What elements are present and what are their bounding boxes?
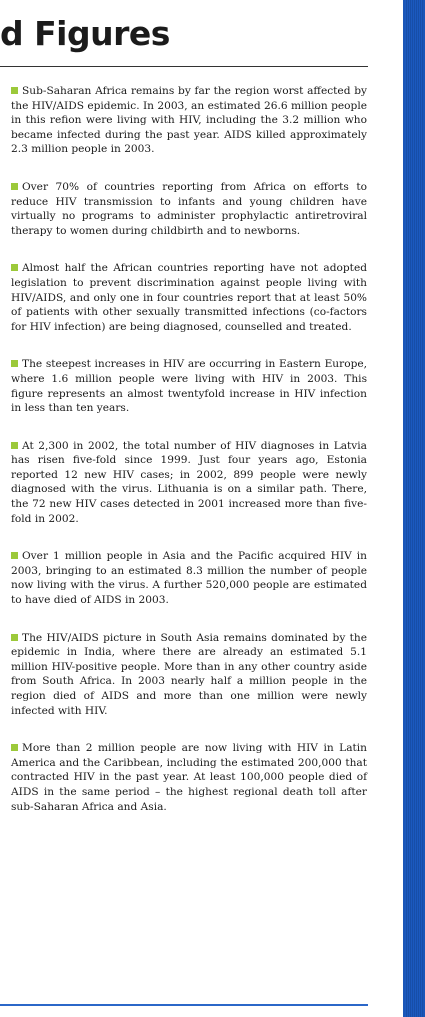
fact-item bbox=[11, 631, 367, 719]
square-bullet-icon bbox=[11, 360, 18, 367]
fact-text: The steepest increases in HIV are occurring in Eastern Europe, where 1.6 million people were living with HIV in 2003. This figure represents an almost twentyfold increase in HIV infection in less than ten years. bbox=[11, 358, 367, 415]
fact-item bbox=[11, 357, 367, 415]
fact-text: The HIV/AIDS picture in South Asia remains dominated by the epidemic in India, where there are already an estimated 5.1 million HIV-positive people. More than in any other country aside from South Africa. In 2003 nearly half a million people in the region died of AIDS and more than one million were newly infected with HIV. bbox=[11, 631, 367, 717]
square-bullet-icon bbox=[11, 87, 18, 94]
fact-text: Sub-Saharan Africa remains by far the region worst affected by the HIV/AIDS epidemic. In 2003, an estimated 26.6 million people in this refion were living with HIV, including the 3.2 million who became infected during the past year. AIDS killed approximately 2.3 million people in 2003. bbox=[11, 85, 367, 156]
fact-item bbox=[11, 261, 367, 334]
fact-text: At 2,300 in 2002, the total number of HIV diagnoses in Latvia has risen five-fold since 1999. Just four years ago, Estonia reported 12 new HIV cases; in 2002, 899 people were newly diagnosed with the virus. Lithuania is on a similar path. There, the 72 new HIV cases detected in 2001 increased more than five-fold in 2002. bbox=[11, 439, 367, 525]
square-bullet-icon bbox=[11, 744, 18, 751]
bottom-divider bbox=[0, 1004, 368, 1006]
square-bullet-icon bbox=[11, 634, 18, 641]
fact-text: Over 1 million people in Asia and the Pacific acquired HIV in 2003, bringing to an estimated 8.3 million the number of people now living with the virus. A further 520,000 people are estimated to have died of AIDS in 2003. bbox=[11, 550, 367, 607]
page-title: d Figures bbox=[0, 14, 170, 53]
fact-text: Over 70% of countries reporting from Africa on efforts to reduce HIV transmission to infants and young children have virtually no programs to administer prophylactic antiretroviral therapy to women during childbirth and to newborns. bbox=[11, 180, 367, 237]
square-bullet-icon bbox=[11, 442, 18, 449]
fact-item bbox=[11, 741, 367, 814]
side-color-bar-texture bbox=[405, 0, 423, 1017]
fact-item bbox=[11, 549, 367, 607]
title-divider bbox=[0, 66, 368, 67]
square-bullet-icon bbox=[11, 264, 18, 271]
fact-text: More than 2 million people are now living with HIV in Latin America and the Caribbean, including the estimated 200,000 that contracted HIV in the past year. At least 100,000 people died of AIDS in the same period – the highest regional death toll after sub-Saharan Africa and Asia. bbox=[11, 742, 367, 813]
square-bullet-icon bbox=[11, 552, 18, 559]
facts-list bbox=[11, 84, 367, 837]
fact-text: Almost half the African countries reporting have not adopted legislation to prevent discrimination against people living with HIV/AIDS, and only one in four countries report that at least 50% of patients with other sexually transmitted infections (co-factors for HIV infection) are being diagnosed, counselled and treated. bbox=[11, 262, 367, 333]
fact-item bbox=[11, 180, 367, 238]
side-color-bar bbox=[403, 0, 425, 1017]
fact-item bbox=[11, 439, 367, 527]
square-bullet-icon bbox=[11, 183, 18, 190]
fact-item bbox=[11, 84, 367, 157]
